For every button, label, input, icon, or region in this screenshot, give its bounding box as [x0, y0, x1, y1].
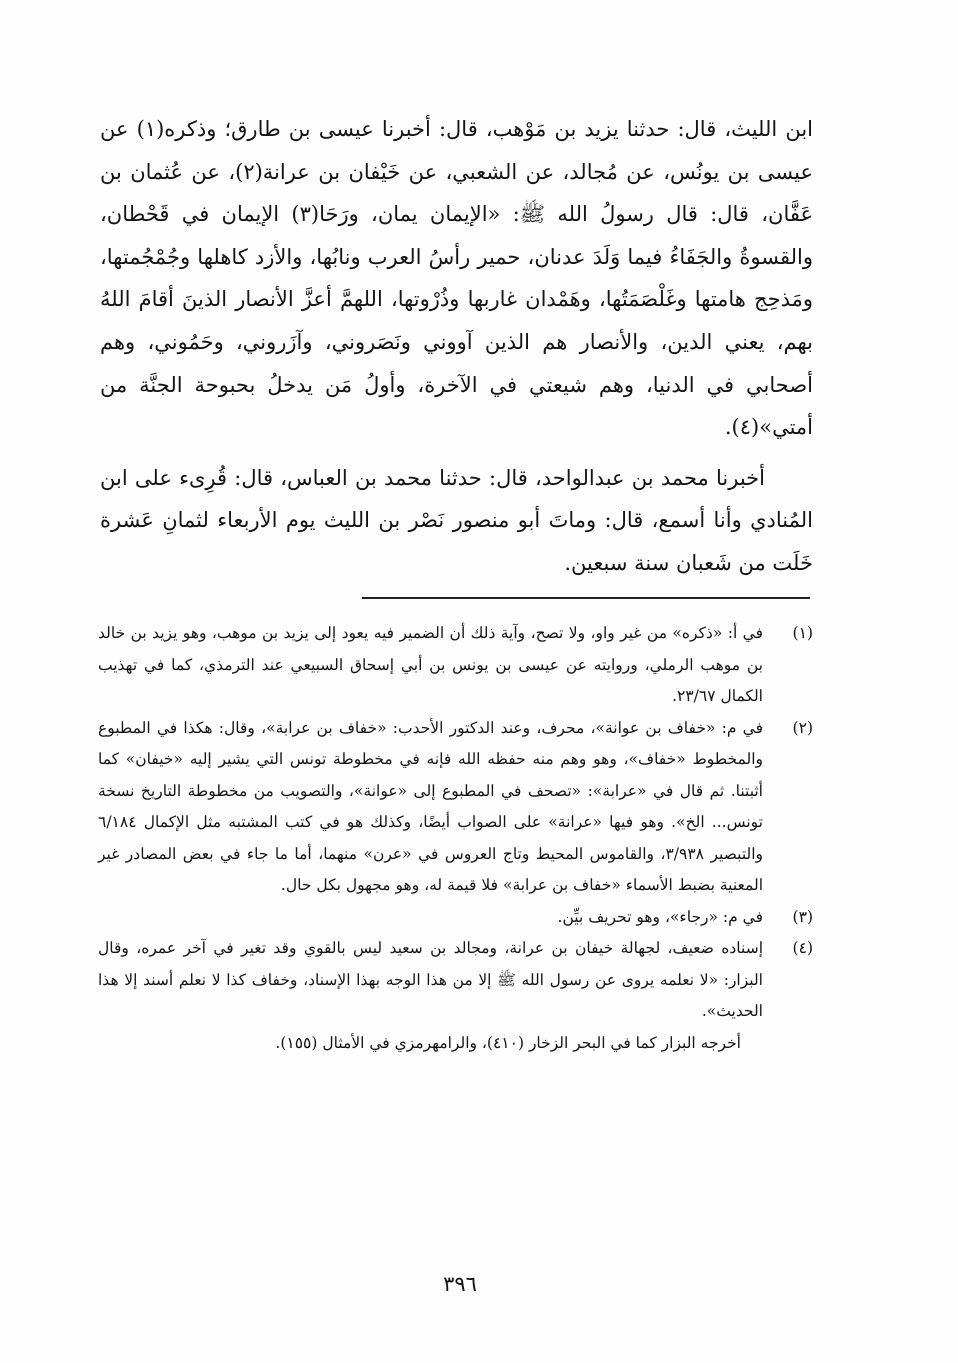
paragraph-1: ابن الليث، قال: حدثنا يزيد بن مَوْهب، قال: أخبرنا عيسى بن طارق؛ وذكره(١) عن عيسى بن يونُس، عن مُجالد، عن الشعبي، عن خَيْفان بن عرانة(٢)، عن عُثمان بن عَفَّان، قال: قال رسولُ الله ﷺ: «الإيمان يمان، ورَحَا(٣) الإيمان في قَحْطان، والقسوةُ والجَفَاءُ فيما وَلَدَ عدنان، حمير رأسُ العرب ونابُها، والأزد كاهلها وجُمْجُمتها، ومَذحِج هامتها وغَلْصَمَتُها، وهَمْدان غاربها وذُرْوتها، اللهمَّ أعزَّ الأنصار الذينَ أقامَ اللهُ بهم، يعني الدين، والأنصار هم الذين آووني ونَصَروني، وآزَروني، وحَمُوني، وهم أصحابي في الدنيا، وهم شيعتي في الآخرة، وأولُ مَن يدخلُ بحبوحة الجنَّة من أمتي»(٤).	[100, 117, 813, 440]
footnote-text: إسناده ضعيف، لجهالة خيفان بن عرانة، ومجالد بن سعيد ليس بالقوي وقد تغير في آخر عمره، وقال البزار: «لا نعلمه يروى عن رسول الله ﷺ إلا من هذا الوجه بهذا الإسناد، وخفاف كذا لا نعلم أسند إلا هذا الحديث».	[98, 939, 763, 1020]
footnote-4-continuation: أخرجه البزار كما في البحر الزخار (٤١٠)، والرامهرمزي في الأمثال (١٥٥).	[275, 1033, 741, 1052]
footnote-number: (٣)	[792, 907, 813, 926]
footnote-number: (٢)	[792, 718, 813, 737]
main-text	[100, 108, 813, 585]
footnote-number: (١)	[792, 624, 813, 642]
footnote-separator	[362, 597, 810, 599]
footnote-3	[98, 902, 813, 934]
footnotes	[98, 618, 813, 1059]
footnote-1	[98, 618, 813, 713]
page-number: ٣٩٦	[443, 1272, 477, 1296]
footnote-2	[98, 713, 813, 902]
footnote-text: في م: «خفاف بن عوانة»، محرف، وعند الدكتور الأحدب: «خفاف بن عرابة»، وقال: هكذا في المطبوع والمخطوط «خفاف»، وهو وهم منه حفظه الله فإنه في مخطوطة تونس التي يشير إليه «خيفان» كما أثبتنا. ثم قال في «عرابة»: «تصحف في المطبوع إلى «عوانة»، والتصويب من مخطوطة التاريخ نسخة تونس... الخ». وهو فيها «عرانة» على الصواب أيضًا، وكذلك هو في كتب المشتبه مثل الإكمال ٦/١٨٤ والتبصير ٣/٩٣٨، والقاموس المحيط وتاج العروس في «عرن» منهما، أما ما جاء في بعض المصادر غير المعنية بضبط الأسماء «خفاف بن عرابة» فلا قيمة له، وهو مجهول بكل حال.	[98, 718, 764, 894]
footnote-4	[98, 933, 813, 1028]
footnote-text: في م: «رجاء»، وهو تحريف بيِّن.	[557, 907, 763, 926]
paragraph-2: أخبرنا محمد بن عبدالواحد، قال: حدثنا محمد بن العباس، قال: قُرِىء على ابن المُنادي وأنا أسمع، قال: وماتَ أبو منصور نَصْر بن الليث يوم الأربعاء لثمانِ عَشرة خَلَت من شَعبان سنة سبعين.	[100, 465, 813, 575]
footnote-number: (٤)	[792, 939, 813, 957]
footnote-text: في أ: «ذكره» من غير واو، ولا تصح، وآية ذلك أن الضمير فيه يعود إلى يزيد بن موهب، وهو يزيد بن خالد بن موهب الرملي، وروايته عن عيسى بن يونس بن أبي إسحاق السبيعي عند الترمذي، كما في تهذيب الكمال ٢٣/٦٧.	[98, 624, 763, 705]
